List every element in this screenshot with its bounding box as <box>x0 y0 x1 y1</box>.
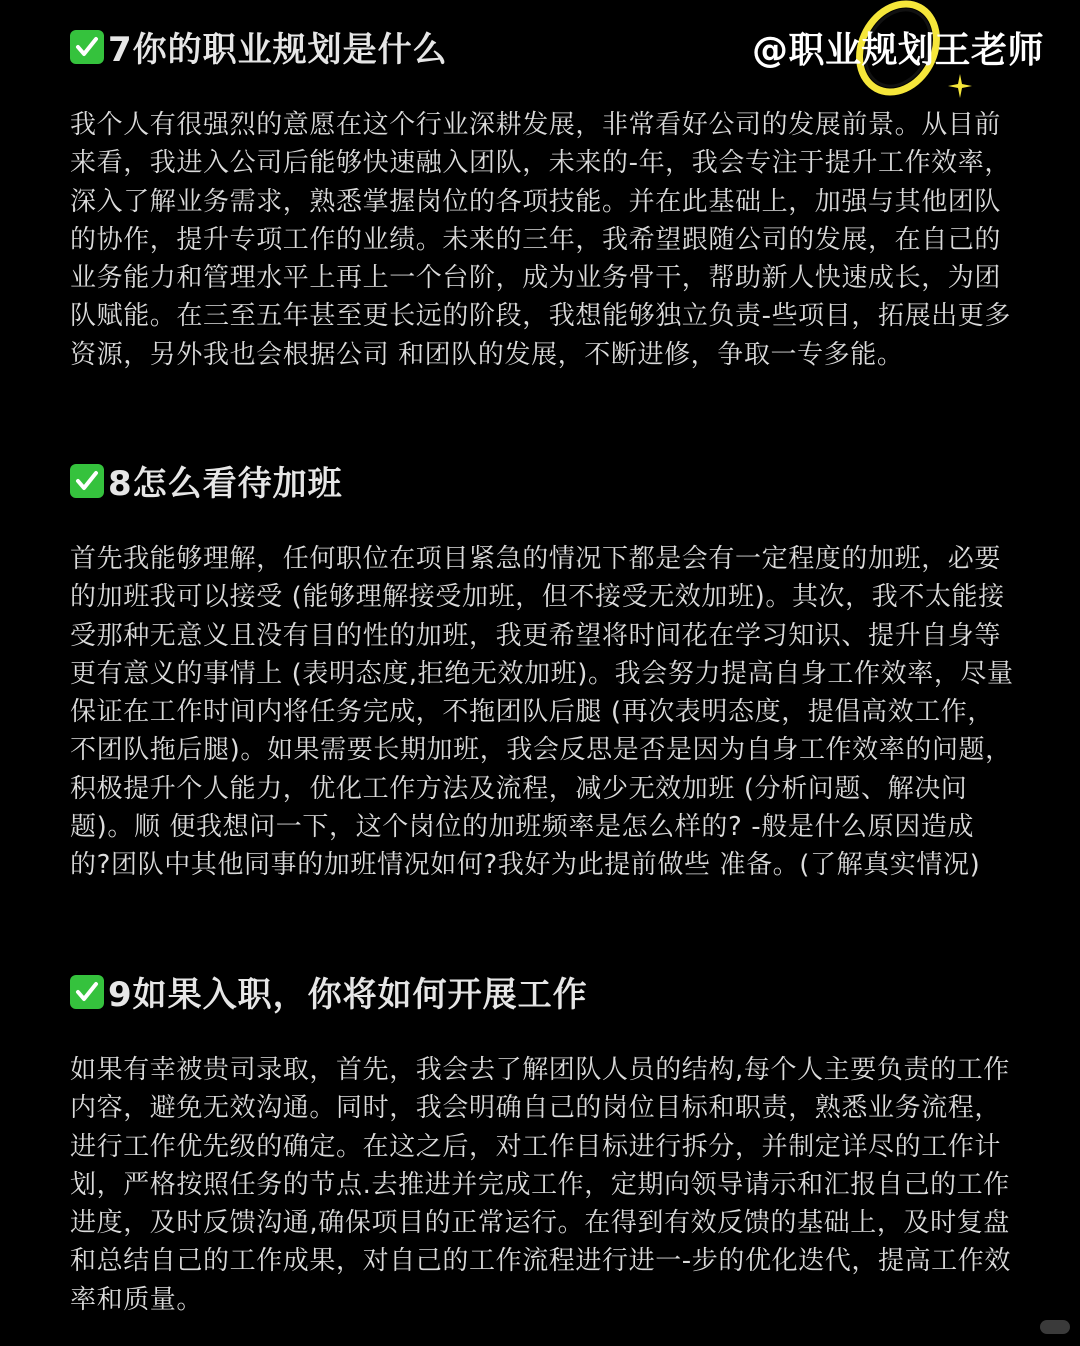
sparkle-icon <box>948 74 972 98</box>
section-8-title <box>70 456 343 505</box>
corner-logo-icon <box>1040 1320 1070 1334</box>
author-watermark: @职业规划王老师 <box>751 30 1044 71</box>
section-7-title <box>70 22 448 71</box>
check-mark-icon <box>70 975 104 1009</box>
section-8-title-text: 8怎么看待加班 <box>108 464 343 504</box>
check-mark-icon <box>70 30 104 64</box>
section-8-body: 首先我能够理解，任何职位在项目紧急的情况下都是会有一定程度的加班，必要的加班我可以接受 (能够理解接受加班，但不接受无效加班)。其次，我不太能接受那种无意义且没有目的性的加班，我更希望将时间花在学习知识、提升自身等更有意义的事情上 (表明态度,拒绝无效加班)。我会努力提高自身工作效率，尽量保证在工作时间内将任务完成，不拖团队后腿 (再次表明态度，提倡高效工作，不团队拖后腿)。如果需要长期加班，我会反思是否是因为自身工作效率的问题，积极提升个人能力，优化工作方法及流程，减少无效加班 (分析问题、解决问题)。顺 便我想问一下，这个岗位的加班频率是怎么样的? -般是什么原因造成的?团队中其他同事的加班情况如何?我好为此提前做些 准备。(了解真实情况) <box>70 544 1014 881</box>
section-7-body: 我个人有很强烈的意愿在这个行业深耕发展，非常看好公司的发展前景。从目前来看，我进入公司后能够快速融入团队，未来的-年，我会专注于提升工作效率，深入了解业务需求，熟悉掌握岗位的各项技能。并在此基础上，加强与其他团队的协作，提升专项工作的业绩。未来的三年，我希望跟随公司的发展，在自己的业务能力和管理水平上再上一个台阶，成为业务骨干，帮助新人快速成长，为团队赋能。在三至五年甚至更长远的阶段，我想能够独立负责-些项目，拓展出更多资源，另外我也会根据公司 和团队的发展，不断进修，争取一专多能。 <box>70 110 1011 370</box>
section-9-title-text: 9如果入职，你将如何开展工作 <box>108 975 588 1015</box>
check-mark-icon <box>70 464 104 498</box>
section-9-title <box>70 967 588 1016</box>
section-9-body: 如果有幸被贵司录取，首先，我会去了解团队人员的结构,每个人主要负责的工作内容，避免无效沟通。同时，我会明确自己的岗位目标和职责，熟悉业务流程，进行工作优先级的确定。在这之后，对工作目标进行拆分，并制定详尽的工作计划，严格按照任务的节点.去推进并完成工作，定期向领导请示和汇报自己的工作进度，及时反馈沟通,确保项目的正常运行。在得到有效反馈的基础上，及时复盘和总结自己的工作成果，对自己的工作流程进行进一-步的优化迭代，提高工作效率和质量。 <box>70 1055 1011 1315</box>
section-7-title-text: 7你的职业规划是什么 <box>108 30 448 70</box>
